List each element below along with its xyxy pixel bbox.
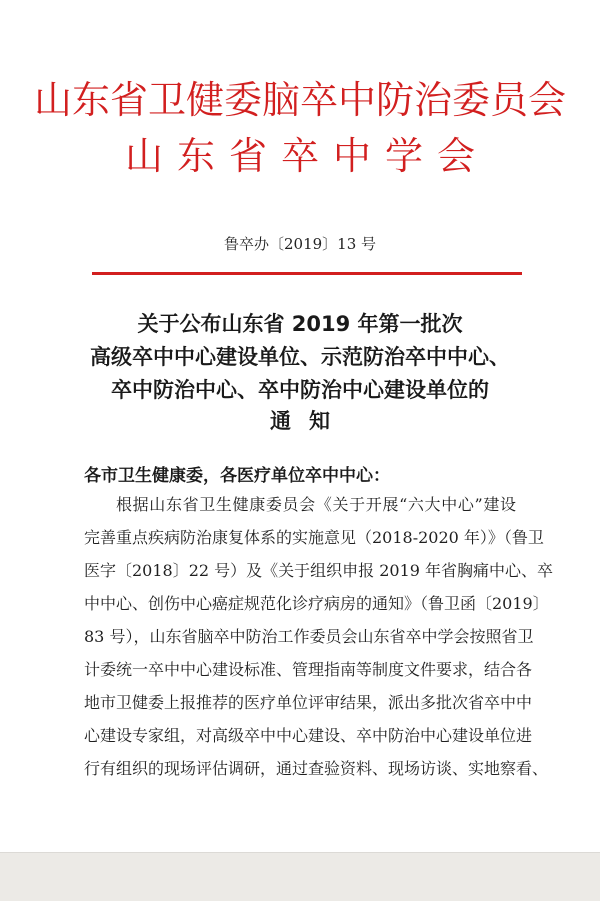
background-below-page	[0, 852, 600, 901]
notice-title-line-2: 高级卒中中心建设单位、示范防治卒中中心、	[90, 345, 510, 369]
body-line: 83 号），山东省脑卒中防治工作委员会山东省卒中学会按照省卫	[84, 627, 534, 646]
body-line: 计委统一卒中中心建设标准、管理指南等制度文件要求，结合各	[84, 660, 533, 679]
body-line: 医字〔2018〕22 号）及《关于组织申报 2019 年省胸痛中心、卒	[84, 561, 554, 580]
issuing-org-line-2: 山东省卒中学会	[124, 134, 489, 178]
body-line: 根据山东省卫生健康委员会《关于开展“六大中心”建设	[116, 495, 516, 514]
red-divider-rule	[92, 272, 522, 275]
body-line: 完善重点疾病防治康复体系的实施意见（2018-2020 年）》（鲁卫	[84, 528, 544, 547]
document-number: 鲁卒办〔2019〕13 号	[223, 235, 377, 253]
notice-title-line-4: 通知	[270, 409, 348, 433]
notice-title-line-1: 关于公布山东省 2019 年第一批次	[137, 312, 463, 336]
body-line: 心建设专家组，对高级卒中中心建设、卒中防治中心建设单位进	[84, 726, 533, 745]
salutation: 各市卫生健康委，各医疗单位卒中中心：	[84, 466, 390, 486]
notice-title-line-3: 卒中防治中心、卒中防治中心建设单位的	[111, 378, 489, 402]
body-line: 中中心、创伤中心癌症规范化诊疗病房的通知》（鲁卫函〔2019〕	[84, 594, 549, 613]
body-line: 行有组织的现场评估调研，通过查验资料、现场访谈、实地察看、	[84, 759, 549, 778]
body-line: 地市卫健委上报推荐的医疗单位评审结果，派出多批次省卒中中	[84, 693, 533, 712]
issuing-org-line-1: 山东省卫健委脑卒中防治委员会	[33, 78, 566, 122]
